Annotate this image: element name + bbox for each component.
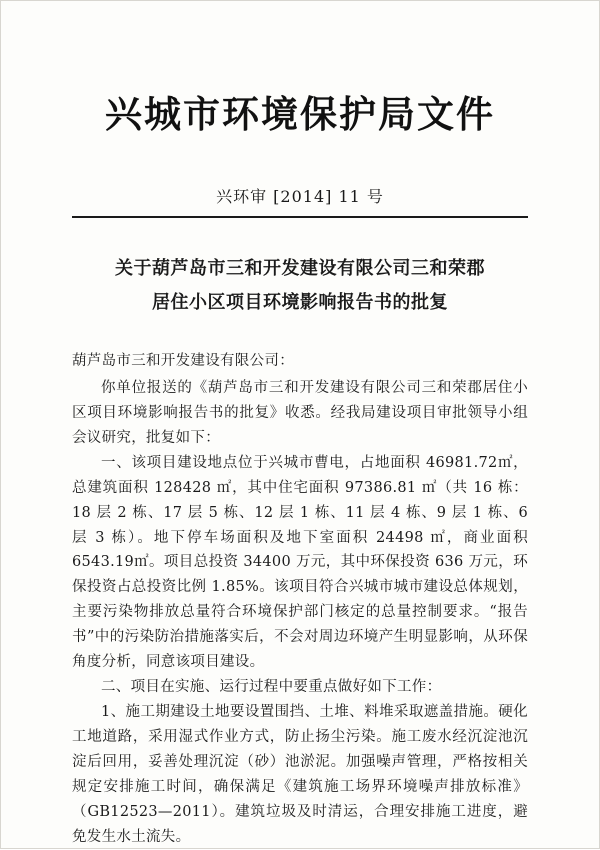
body-paragraph-2: 一、该项目建设地点位于兴城市曹电，占地面积 46981.72㎡，总建筑面积 128428 ㎡，其中住宅面积 97386.81 ㎡（共 16 栋：18 层 2 栋、17 层 5 栋、12 层 1 栋、11 层 4 栋、9 层 1 栋、6 层 3 栋）。地下停车场面积及地下室面积 24498 ㎡，商业面积 6543.19㎡。项目总投资 34400 万元，其中环保投资 636 万元，环保投资占总投资比例 1.85%。该项目符合兴城市城市建设总体规划，主要污染物排放总量符合环境保护部门核定的总量控制要求。“报告书”中的污染防治措施落实后，不会对周边环境产生明显影响，从环保角度分析，同意该项目建设。	[72, 454, 528, 671]
salutation: 葫芦岛市三和开发建设有限公司：	[72, 352, 294, 369]
header-divider	[72, 216, 528, 218]
body-paragraph-3: 二、项目在实施、运行过程中要重点做好如下工作：	[101, 679, 442, 696]
body-paragraph-1: 你单位报送的《葫芦岛市三和开发建设有限公司三和荣郡居住小区项目环境影响报告书的批复》收悉。经我局建设项目审批领导小组会议研究，批复如下：	[72, 379, 528, 446]
document-body	[0, 349, 600, 850]
document-number: 兴环审 [2014] 11 号	[216, 187, 384, 207]
body-paragraph-4: 1、施工期建设土地要设置围挡、土堆、料堆采取遮盖措施。硬化工地道路，采用湿式作业方式，防止扬尘污染。施工废水经沉淀池沉淀后回用，妥善处理沉淀（砂）池淤泥。加强噪声管理，严格按相关规定安排施工时间，确保满足《建筑施工场界环境噪声排放标准》（GB12523—2011）。建筑垃圾及时清运，合理安排施工进度，避免发生水土流失。	[72, 704, 528, 845]
document-number-section	[0, 184, 600, 218]
page-title: 兴城市环境保护局文件	[105, 92, 495, 136]
subject-line-2: 居住小区项目环境影响报告书的批复	[152, 291, 448, 313]
document-header	[0, 0, 600, 136]
document-subject	[0, 252, 600, 319]
subject-line-1: 关于葫芦岛市三和开发建设有限公司三和荣郡	[115, 258, 485, 280]
